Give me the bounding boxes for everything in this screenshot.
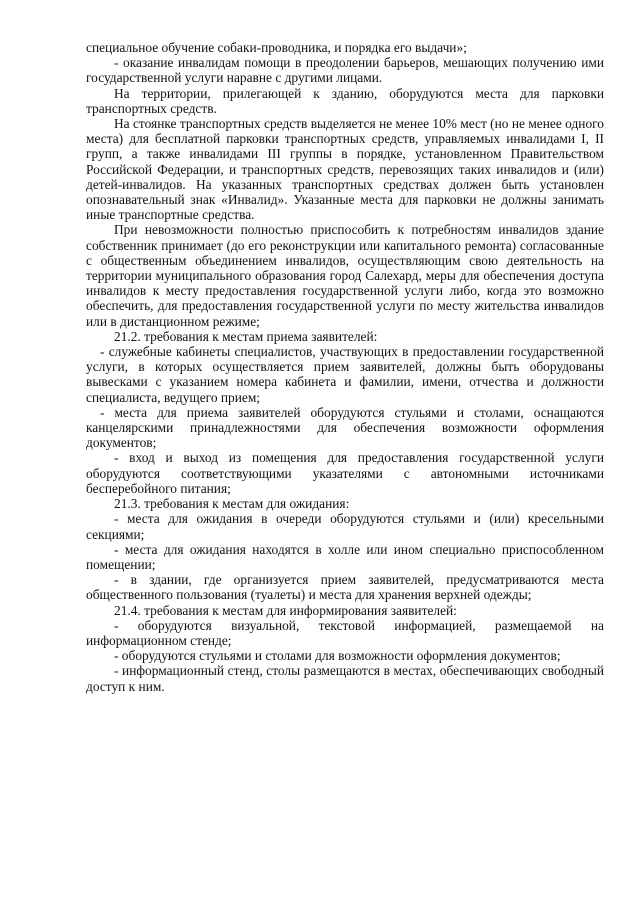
paragraph-info-stand: - оборудуются визуальной, текстовой информацией, размещаемой на информационном стенде;	[86, 617, 604, 648]
paragraph-free-access: - информационный стенд, столы размещаются в местах, обеспечивающих свободный доступ к ним.	[86, 663, 604, 694]
section-21-2-heading: 21.2. требования к местам приема заявителей:	[114, 328, 378, 344]
paragraph-waiting-seats: - места для ожидания в очереди оборудуются стульями и (или) кресельными секциями;	[86, 511, 604, 542]
paragraph-office-signage: - служебные кабинеты специалистов, участвующих в предоставлении государственной услуги, в которых осуществляется прием заявителей, должны быть оборудованы вывесками с указанием номера кабинета и фамилии, имени, отчества и должности специалиста, ведущего прием;	[86, 344, 604, 405]
paragraph-info-furniture: - оборудуются стульями и столами для возможности оформления документов;	[114, 648, 561, 664]
section-21-3-heading: 21.3. требования к местам для ожидания:	[114, 496, 350, 512]
paragraph-guide-dog: специальное обучение собаки-проводника, и порядка его выдачи»;	[86, 40, 467, 55]
paragraph-entrance-signs: - вход и выход из помещения для предоставления государственной услуги оборудуются соответствующими указателями с автономными источниками бесперебойного питания;	[86, 450, 604, 496]
paragraph-waiting-hall: - места для ожидания находятся в холле или ином специально приспособленном помещении;	[86, 541, 604, 572]
document-body	[86, 40, 604, 694]
paragraph-public-facilities: - в здании, где организуется прием заявителей, предусматриваются места общественного пользования (туалеты) и места для хранения верхней одежды;	[86, 572, 604, 603]
paragraph-parking-territory: На территории, прилегающей к зданию, оборудуются места для парковки транспортных средств.	[86, 85, 604, 116]
section-21-4-heading: 21.4. требования к местам для информирования заявителей:	[114, 602, 457, 618]
paragraph-barrier-help: - оказание инвалидам помощи в преодолении барьеров, мешающих получению ими государственной услуги наравне с другими лицами.	[86, 55, 604, 86]
paragraph-building-adaptation: При невозможности полностью приспособить к потребностям инвалидов здание собственник принимает (до его реконструкции или капитального ремонта) согласованные с общественным объединением инвалидов, осуществляющим свою деятельность на территории муниципального образования город Салехард, меры для обеспечения доступа инвалидов к месту предоставления государственной услуги либо, когда это возможно обеспечить, для предоставления государственной услуги по месту жительства инвалидов или в дистанционном режиме;	[86, 222, 604, 329]
paragraph-parking-quota: На стоянке транспортных средств выделяется не менее 10% мест (но не менее одного места) для бесплатной парковки транспортных средств, управляемых инвалидами I, II групп, а также инвалидами III группы в порядке, установленном Правительством Российской Федерации, и транспортных средств, перевозящих таких инвалидов и (или) детей-инвалидов. На указанных транспортных средствах должен быть установлен опознавательный знак «Инвалид». Указанные места для парковки не должны занимать иные транспортные средства.	[86, 116, 604, 223]
paragraph-reception-furniture: - места для приема заявителей оборудуются стульями и столами, оснащаются канцелярскими принадлежностями для обеспечения возможности оформления документов;	[86, 404, 604, 451]
